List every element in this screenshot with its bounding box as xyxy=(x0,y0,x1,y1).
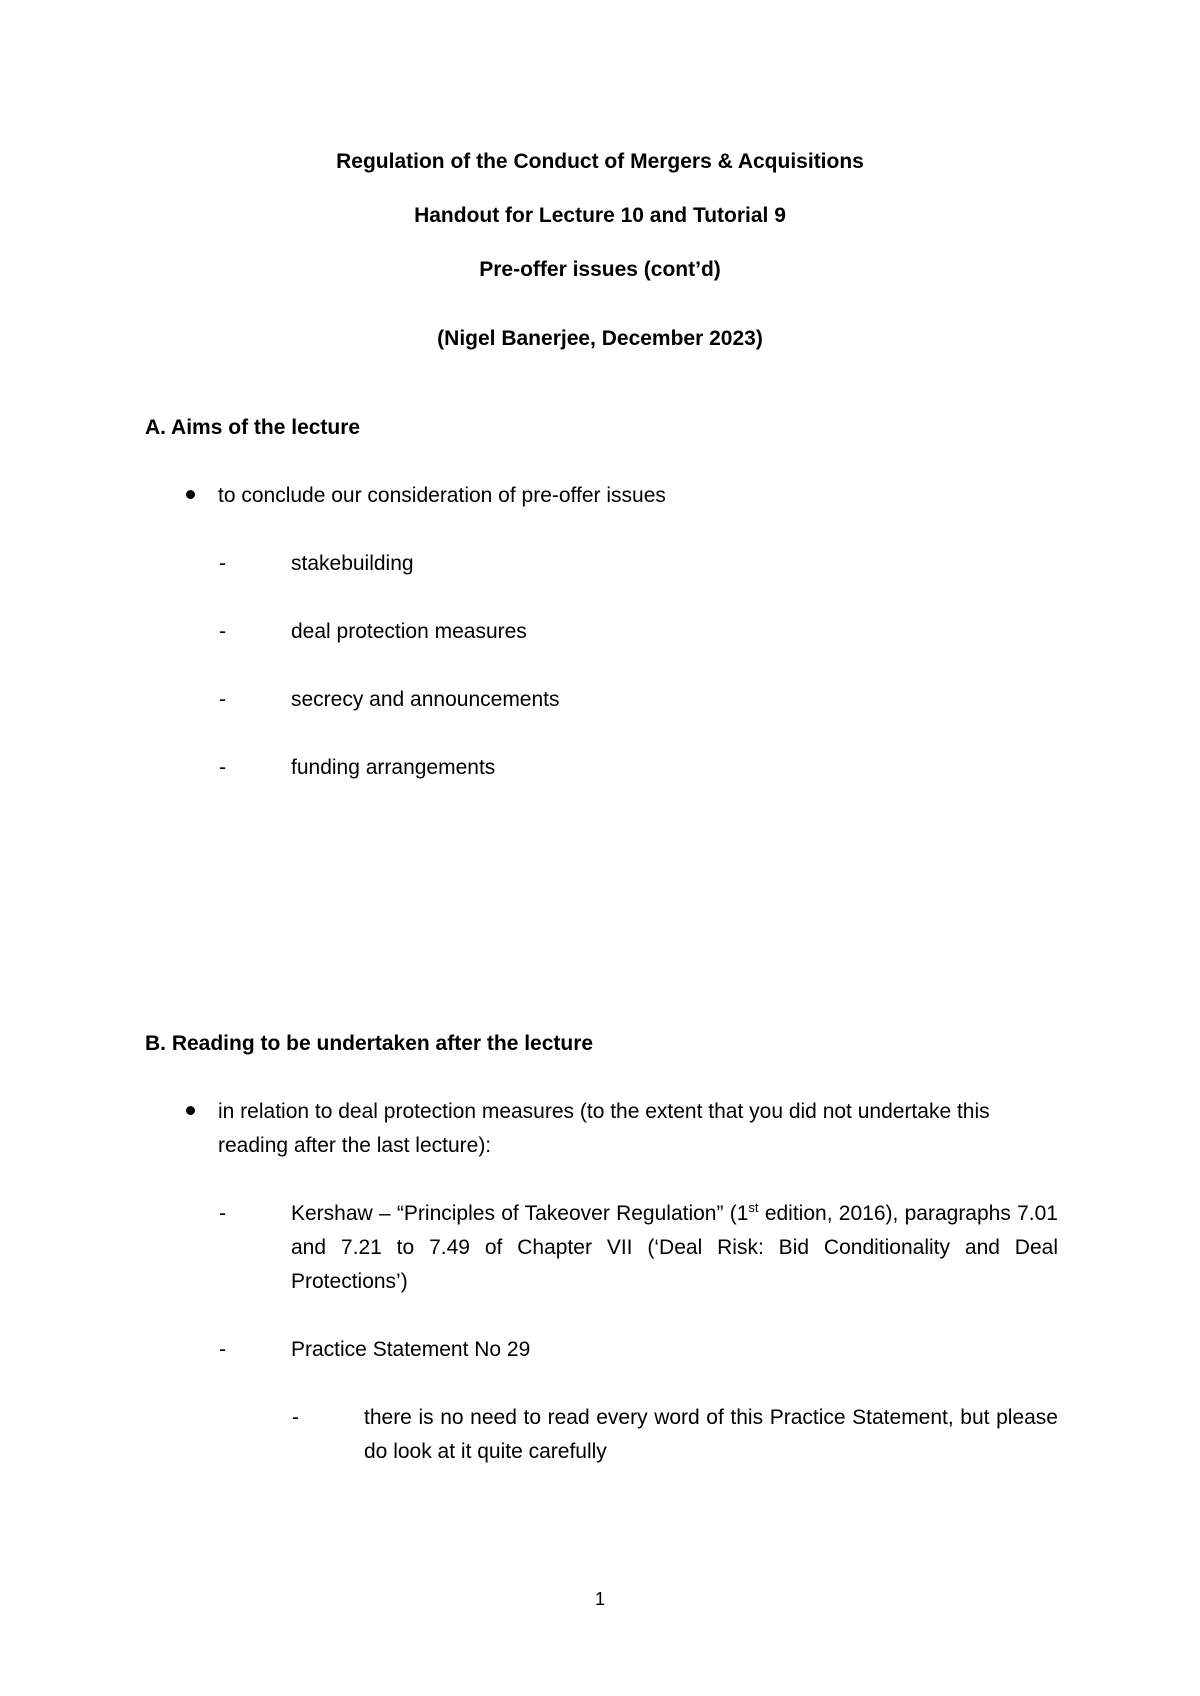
dash-marker: - xyxy=(219,552,226,575)
dash-marker: - xyxy=(219,756,226,779)
aim-item-deal-protection: deal protection measures xyxy=(291,620,527,643)
document-title: Regulation of the Conduct of Mergers & Acquisitions xyxy=(336,150,864,173)
dash-marker: - xyxy=(219,620,226,643)
bullet-icon xyxy=(186,1106,195,1115)
dash-marker: - xyxy=(219,1338,226,1361)
kershaw-text-pre: Kershaw – “Principles of Takeover Regulation” (1 xyxy=(291,1202,749,1225)
kershaw-text-post: edition, 2016), paragraphs 7.01 and 7.21 to 7.49 of Chapter VII (‘Deal Risk: Bid Conditionality and Deal Protections’) xyxy=(291,1202,1058,1293)
reading-kershaw xyxy=(291,1197,1058,1299)
page-number: 1 xyxy=(594,1589,605,1609)
document-topic: Pre-offer issues (cont’d) xyxy=(479,258,721,281)
dash-marker: - xyxy=(219,1202,226,1225)
practice-statement-note: there is no need to read every word of this Practice Statement, but please do look at it quite carefully xyxy=(364,1406,1058,1463)
section-a-heading: A. Aims of the lecture xyxy=(145,416,361,439)
section-b-bullet-text: in relation to deal protection measures (to the extent that you did not undertake this reading after the last lecture): xyxy=(218,1100,990,1157)
section-b-heading: B. Reading to be undertaken after the lecture xyxy=(145,1032,594,1055)
aim-item-secrecy: secrecy and announcements xyxy=(291,688,560,711)
section-a-bullet-text: to conclude our consideration of pre-offer issues xyxy=(218,484,666,507)
dash-marker: - xyxy=(219,688,226,711)
aim-item-stakebuilding: stakebuilding xyxy=(291,552,414,575)
dash-marker: - xyxy=(292,1406,299,1429)
document-subtitle: Handout for Lecture 10 and Tutorial 9 xyxy=(414,204,786,227)
reading-practice-statement: Practice Statement No 29 xyxy=(291,1338,531,1361)
kershaw-superscript: st xyxy=(748,1200,759,1215)
aim-item-funding: funding arrangements xyxy=(291,756,496,779)
bullet-icon xyxy=(186,490,195,499)
document-author-date: (Nigel Banerjee, December 2023) xyxy=(437,327,763,350)
